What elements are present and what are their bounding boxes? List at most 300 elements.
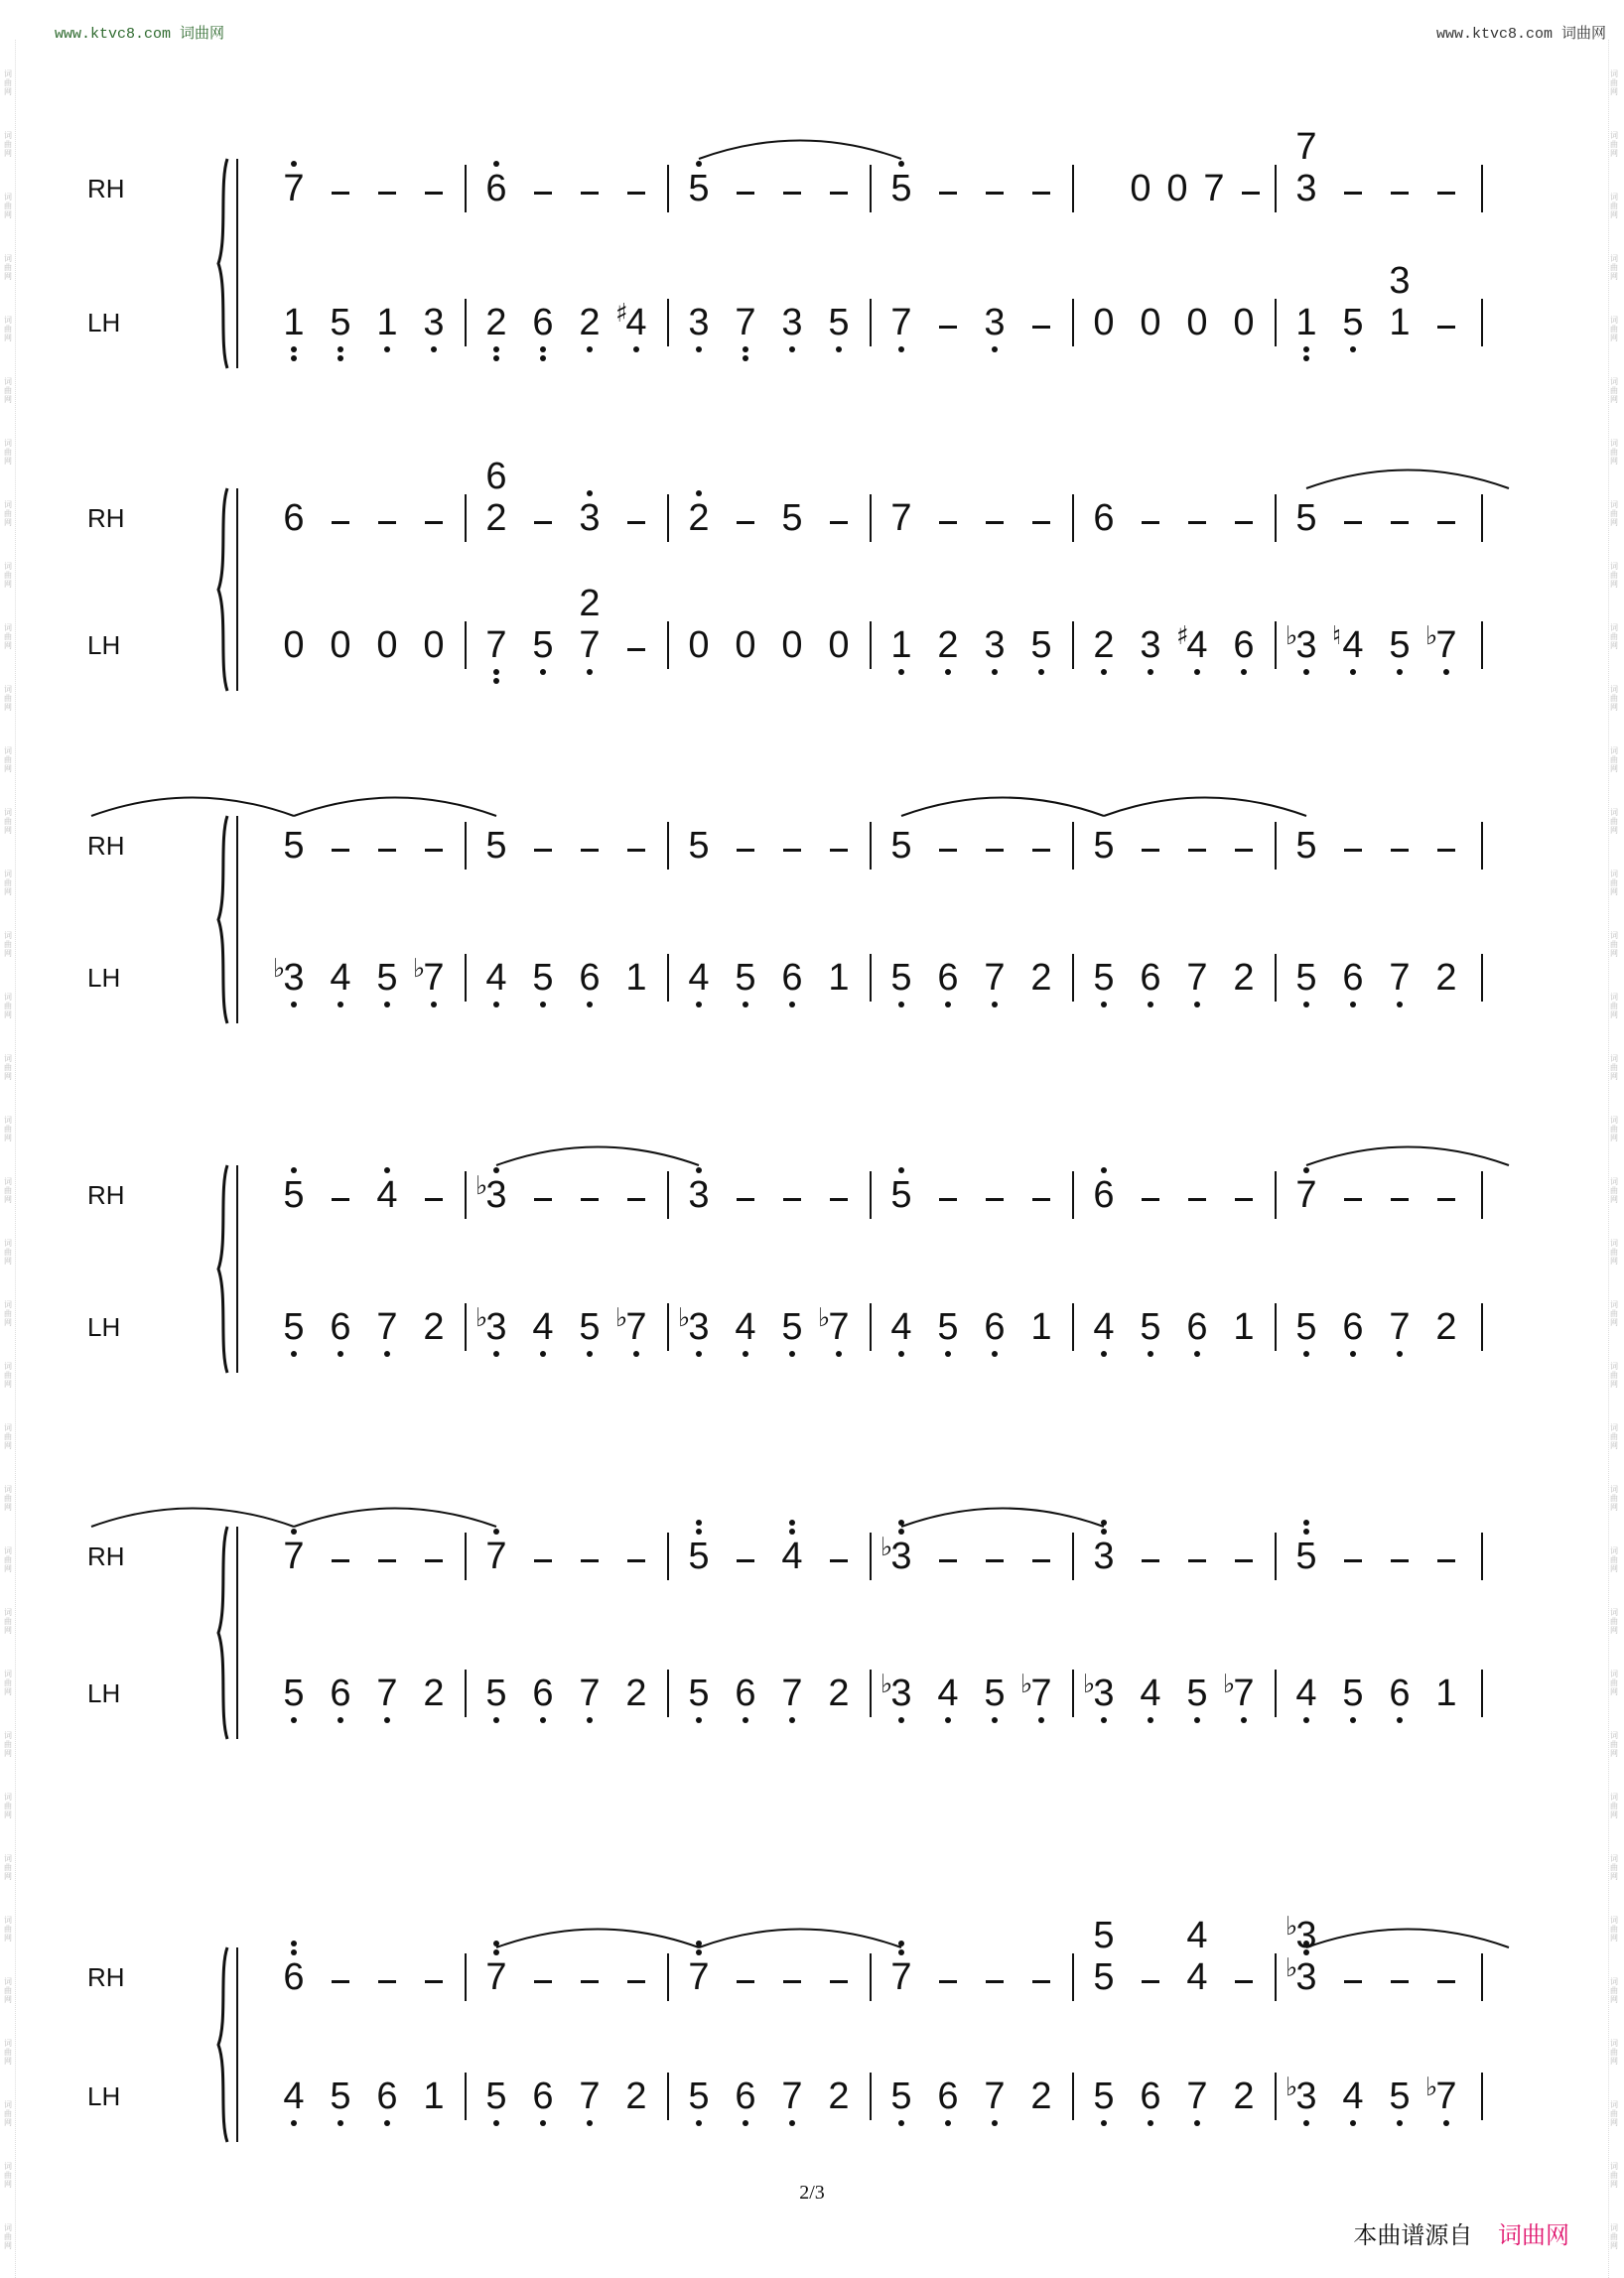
side-watermark-mark: 词 曲 网 [1610,1793,1618,1819]
note-digit: 7 [579,624,601,666]
lh-note [372,625,402,665]
barline [1275,621,1277,669]
barline [465,299,467,346]
rh-note [481,169,511,208]
note-digit: 5 [688,1673,710,1714]
dash-sustain [581,192,599,195]
note-digit: 5 [1389,2076,1411,2117]
dash-sustain [939,1980,957,1983]
rh-note [1089,1175,1119,1215]
flat-icon: ♭ [1083,1670,1096,1699]
octave-down-dot [384,1351,390,1357]
note-digit: 2 [625,1673,647,1714]
note-digit: 7 [376,1673,398,1714]
dash-sustain [939,326,957,329]
octave-down-dot [633,346,639,352]
rh-note [777,1537,807,1576]
lh-note [1136,625,1165,665]
lh-note [575,584,605,623]
side-watermark-mark: 词 曲 网 [1610,1177,1618,1204]
octave-down-dot [1443,669,1449,675]
note-digit: 7 [1186,957,1208,999]
lh-note [1089,2077,1119,2116]
rh-note [1199,169,1229,208]
barline [1275,299,1277,346]
header-right[interactable] [1436,22,1606,43]
footer-source [1353,2215,1569,2250]
dash-sustain [1235,1198,1253,1201]
octave-down-dot [696,1002,702,1007]
rh-note [279,1957,309,1997]
octave-down-dot [384,346,390,352]
note-digit: 5 [1093,1956,1115,1998]
note-digit: 6 [485,456,507,497]
lh-note [777,1674,807,1713]
octave-down-dot [493,678,499,684]
lh-note [1229,2077,1259,2116]
barline [667,1670,669,1717]
side-watermark-mark: 词 曲 网 [1610,562,1618,589]
lh-note [1182,1674,1212,1713]
lh-note [1229,303,1259,342]
octave-down-dot [992,346,998,352]
dash-sustain [830,849,848,852]
note-digit: 5 [781,1306,803,1348]
dash-sustain [783,1198,801,1201]
octave-down-dot [1194,669,1200,675]
octave-down-dot [945,1717,951,1723]
side-watermark-mark: 词 曲 网 [1610,870,1618,896]
octave-down-dot [992,1717,998,1723]
octave-down-dot [1038,1717,1044,1723]
note-digit: 1 [890,624,912,666]
octave-down-dot [493,1717,499,1723]
octave-down-dot [291,346,297,352]
lh-note [419,625,449,665]
note-digit: 6 [1093,497,1115,539]
octave-down-dot [992,1002,998,1007]
rh-note [1286,1953,1321,1998]
side-watermark-mark: 词 曲 网 [4,685,12,712]
lh-note [481,303,511,342]
lh-note [1229,625,1259,665]
rh-note [1089,1537,1119,1576]
note-digit: 5 [688,825,710,867]
octave-down-dot [540,669,546,675]
barline [870,1670,872,1717]
octave-down-dot [836,1351,842,1357]
dash-sustain [627,648,645,651]
note-digit: 7 [1389,957,1411,999]
dash-sustain [1437,849,1455,852]
octave-down-dot [1101,1351,1107,1357]
octave-down-dot [338,346,343,352]
tie-slur [496,1147,699,1166]
dash-sustain [1188,1198,1206,1201]
rh-note [886,1175,916,1215]
note-digit: 5 [1342,302,1364,343]
note-digit: 3 [688,1306,710,1348]
side-watermark-mark: 词 曲 网 [1610,993,1618,1019]
tie-slur [294,1509,496,1528]
lh-note [372,303,402,342]
note-digit: 3 [984,302,1006,343]
note-digit: 5 [330,2076,351,2117]
dash-sustain [830,192,848,195]
dash-sustain [627,192,645,195]
side-watermark-mark: 词 曲 网 [1610,2100,1618,2127]
dash-sustain [1391,1198,1409,1201]
side-watermark-mark: 词 曲 网 [1610,931,1618,958]
note-digit: 5 [1295,1536,1317,1577]
octave-down-dot [696,1351,702,1357]
barline [870,954,872,1002]
flat-icon: ♭ [880,1533,893,1562]
note-digit: 3 [1093,1536,1115,1577]
dash-sustain [378,1559,396,1562]
side-watermark-mark: 词 曲 网 [1610,746,1618,773]
dash-sustain [1142,1980,1159,1983]
side-watermark-mark: 词 曲 网 [4,193,12,219]
note-digit: 2 [1435,957,1457,999]
dash-sustain [1344,1980,1362,1983]
tie-slur [699,141,901,160]
footer-text: 本曲谱源自 [1353,2221,1473,2249]
octave-down-dot [743,2120,748,2126]
note-digit: 5 [376,957,398,999]
lh-label: LH [87,1312,121,1342]
note-digit: 7 [376,1306,398,1348]
octave-down-dot [493,2120,499,2126]
octave-down-dot [1350,1717,1356,1723]
side-watermark-mark: 词 曲 网 [1610,377,1618,404]
dash-sustain [1032,1980,1050,1983]
octave-down-dot [1101,669,1107,675]
lh-note [1338,1307,1368,1347]
tie-slur [901,1509,1104,1528]
note-digit: 6 [1233,624,1255,666]
side-watermark-mark: 词 曲 网 [1610,1423,1618,1450]
note-digit: 7 [984,957,1006,999]
side-watermark-mark: 词 曲 网 [1610,1116,1618,1142]
note-digit: 3 [485,1306,507,1348]
lh-note [886,1307,916,1347]
note-digit: 7 [781,1673,803,1714]
note-digit: 3 [1295,1956,1317,1998]
tie-slur-layer [0,444,1624,503]
rh-note [1089,826,1119,866]
octave-down-dot [1350,1002,1356,1007]
note-digit: 2 [485,302,507,343]
dash-sustain [1142,521,1159,524]
note-digit: 7 [1435,2076,1457,2117]
note-digit: 7 [1203,168,1225,209]
octave-down-dot [1194,2120,1200,2126]
note-digit: 1 [625,957,647,999]
note-digit: 6 [1342,957,1364,999]
octave-down-dot [743,355,748,361]
octave-down-dot [1303,1717,1309,1723]
dash-sustain [1437,1980,1455,1983]
barline [1072,1303,1074,1351]
octave-down-dot [743,1717,748,1723]
lh-note [326,1674,355,1713]
lh-note [1136,958,1165,998]
note-digit: 2 [1030,2076,1052,2117]
note-digit: 7 [485,624,507,666]
note-digit: 2 [937,624,959,666]
octave-down-dot [1101,1717,1107,1723]
note-digit: 6 [1389,1673,1411,1714]
note-digit: 4 [1186,624,1208,666]
note-digit: 4 [688,957,710,999]
lh-note [419,303,449,342]
lh-note [372,958,402,998]
dash-sustain [939,849,957,852]
rh-note [372,1175,402,1215]
dash-sustain [1235,849,1253,852]
lh-note [528,1307,558,1347]
header-left[interactable] [55,22,224,43]
note-digit: 4 [625,302,647,343]
note-digit: 4 [1186,1956,1208,1998]
dash-sustain [737,1198,754,1201]
octave-down-dot [1303,2120,1309,2126]
octave-down-dot [540,1351,546,1357]
rh-note [1291,1175,1321,1215]
barline [465,1670,467,1717]
lh-note [1176,621,1212,666]
lh-note [1431,1307,1461,1347]
octave-down-dot [338,1351,343,1357]
dash-sustain [986,849,1004,852]
note-digit: 0 [423,624,445,666]
side-watermark-mark: 词 曲 网 [4,1116,12,1142]
note-digit: 2 [485,497,507,539]
rh-note [1291,1537,1321,1576]
note-digit: 5 [890,168,912,209]
lh-note [1229,958,1259,998]
flat-icon: ♭ [1425,621,1438,651]
dash-sustain [986,192,1004,195]
octave-down-dot [1194,1002,1200,1007]
octave-down-dot [587,1002,593,1007]
octave-down-dot [1101,1002,1107,1007]
lh-note [731,303,760,342]
footer-brand-link[interactable]: 词曲网 [1498,2221,1569,2249]
note-digit: 7 [283,1536,305,1577]
barline [870,299,872,346]
dash-sustain [378,1980,396,1983]
rh-note [1291,498,1321,538]
octave-down-dot [633,1351,639,1357]
octave-down-dot [587,1351,593,1357]
lh-note [575,1307,605,1347]
lh-note [1385,1674,1415,1713]
note-digit: 6 [1342,1306,1364,1348]
octave-down-dot [836,346,842,352]
octave-down-dot [431,1002,437,1007]
header-right-site: 词曲网 [1560,24,1606,42]
side-watermark-mark: 词 曲 网 [1610,685,1618,712]
note-digit: 6 [532,302,554,343]
lh-note [886,625,916,665]
rh-note [684,1175,714,1215]
side-watermark-mark: 词 曲 网 [1610,1054,1618,1081]
octave-down-dot [743,1002,748,1007]
lh-note [575,1674,605,1713]
side-watermark-mark: 词 曲 网 [4,1608,12,1635]
dash-sustain [737,521,754,524]
dash-sustain [425,1198,443,1201]
lh-note [980,958,1010,998]
barline [465,1303,467,1351]
rh-note [777,498,807,538]
dash-sustain [332,1980,349,1983]
dash-sustain [1142,1198,1159,1201]
lh-note [1425,621,1461,666]
barline [1275,2073,1277,2120]
octave-down-dot [291,355,297,361]
note-digit: 5 [283,1673,305,1714]
side-watermark-mark: 词 曲 网 [1610,500,1618,527]
lh-note [777,1307,807,1347]
lh-label: LH [87,963,121,993]
note-digit: 5 [1342,1673,1364,1714]
lh-note [575,303,605,342]
dash-sustain [332,192,349,195]
tie-slur [901,798,1104,817]
note-digit: 4 [1093,1306,1115,1348]
lh-note [1026,2077,1056,2116]
lh-note [279,1307,309,1347]
note-digit: 5 [890,2076,912,2117]
note-digit: 6 [1093,1174,1115,1216]
note-digit: 4 [1140,1673,1161,1714]
lh-note [621,958,651,998]
tie-slur-layer [0,771,1624,831]
side-watermark-mark: 词 曲 网 [4,623,12,650]
barline [1072,954,1074,1002]
flat-icon: ♭ [1286,621,1298,651]
octave-down-dot [1303,346,1309,352]
note-digit: 4 [485,957,507,999]
rh-label: RH [87,1541,125,1571]
lh-note [1089,625,1119,665]
rh-note [1089,498,1119,538]
octave-down-dot [1303,1002,1309,1007]
side-watermark-mark: 词 曲 网 [1610,623,1618,650]
side-watermark-mark: 词 曲 网 [4,1177,12,1204]
barline [1481,299,1483,346]
tie-slur [1306,1147,1509,1166]
note-digit: 1 [1435,1673,1457,1714]
note-digit: 3 [984,624,1006,666]
lh-note [818,1303,854,1348]
lh-note [886,303,916,342]
barline [1481,1670,1483,1717]
staff-brace-icon [215,1163,241,1375]
lh-note [1291,1674,1321,1713]
tie-slur [496,1930,699,1948]
lh-note [1182,1307,1212,1347]
side-watermark-mark: 词 曲 网 [4,931,12,958]
octave-down-dot [898,669,904,675]
note-digit: 5 [330,302,351,343]
side-watermark-mark: 词 曲 网 [1610,131,1618,158]
dash-sustain [830,1980,848,1983]
note-digit: 5 [984,1673,1006,1714]
note-digit: 4 [532,1306,554,1348]
side-watermark-mark: 词 曲 网 [4,1977,12,2004]
note-digit: 3 [1295,624,1317,666]
note-digit: 7 [1435,624,1457,666]
note-digit: 5 [283,825,305,867]
dash-sustain [1242,192,1260,195]
rh-label: RH [87,503,125,533]
lh-note [1385,261,1415,301]
note-digit: 5 [1295,825,1317,867]
dash-sustain [986,521,1004,524]
dash-sustain [581,1980,599,1983]
octave-down-dot [338,355,343,361]
lh-label: LH [87,2081,121,2111]
rh-note [684,1957,714,1997]
note-digit: 1 [283,302,305,343]
tie-slur [699,1930,901,1948]
note-digit: 5 [828,302,850,343]
tie-slur [1306,1930,1509,1948]
note-digit: 7 [781,2076,803,2117]
octave-down-dot [493,1002,499,1007]
note-digit: 3 [1295,1915,1317,1956]
lh-note [1291,1307,1321,1347]
rh-label: RH [87,174,125,203]
dash-sustain [1437,521,1455,524]
note-digit: 3 [283,957,305,999]
rh-label: RH [87,831,125,861]
note-digit: 0 [1140,302,1161,343]
side-watermark-mark: 词 曲 网 [1610,193,1618,219]
rh-note [481,498,511,538]
octave-down-dot [1397,1717,1403,1723]
note-digit: 6 [330,1673,351,1714]
tie-slur [91,798,294,817]
dash-sustain [332,521,349,524]
note-digit: 6 [1140,957,1161,999]
octave-down-dot [291,1717,297,1723]
note-digit: 2 [423,1673,445,1714]
dash-sustain [1344,192,1362,195]
side-watermark-mark: 词 曲 网 [4,562,12,589]
octave-down-dot [1443,2120,1449,2126]
note-digit: 6 [937,957,959,999]
lh-note [684,303,714,342]
lh-note [1089,303,1119,342]
note-digit: 0 [1093,302,1115,343]
side-watermark-mark: 词 曲 网 [4,2162,12,2189]
lh-note [273,954,309,999]
note-digit: 6 [330,1306,351,1348]
side-watermark-mark: 词 曲 网 [4,1916,12,1943]
barline [667,1303,669,1351]
dash-sustain [939,521,957,524]
lh-note [1026,1307,1056,1347]
dash-sustain [1142,1559,1159,1562]
note-digit: 2 [828,2076,850,2117]
dash-sustain [737,1980,754,1983]
note-digit: 7 [1030,1673,1052,1714]
